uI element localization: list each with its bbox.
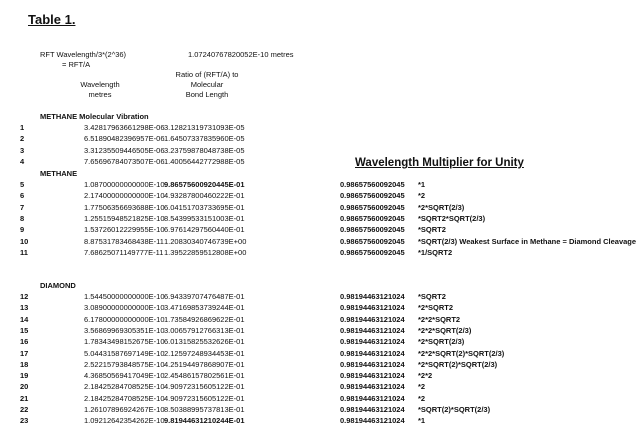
wavelength-cell: 1.78343498152675E-10 — [84, 337, 165, 347]
ratio-cell: 4.90972315605122E-01 — [164, 393, 245, 403]
multiplier-cell: 0.98657560092045 — [340, 202, 405, 212]
table-row — [0, 371, 640, 381]
section-methane-vibration: METHANE Molecular Vibration — [40, 112, 149, 121]
table-row — [0, 225, 640, 235]
row-number: 18 — [20, 359, 29, 369]
note-cell: *SQRT(2/3) Weakest Surface in Methane = Diamond Cleavage — [418, 236, 637, 246]
ratio-cell: 8.50388995737813E-01 — [164, 405, 245, 414]
table-row — [0, 326, 640, 336]
ratio-cell: 2.12597248934453E-01 — [164, 348, 245, 358]
multiplier-cell: 0.98657560092045 — [340, 180, 405, 189]
wavelength-cell: 4.36850569417049E-10 — [84, 371, 165, 381]
multiplier-cell: 0.98657560092045 — [340, 247, 405, 257]
row-number: 23 — [20, 416, 29, 426]
table-row — [0, 191, 640, 201]
row-number: 7 — [20, 202, 25, 212]
multiplier-cell: 0.98194463121024 — [340, 348, 405, 358]
note-cell: *2*SQRT(2/3) — [418, 337, 465, 347]
multiplier-cell: 0.98194463121024 — [340, 405, 405, 414]
wavelength-cell: 5.04431587697149E-10 — [84, 348, 165, 358]
table-row — [0, 349, 640, 359]
header-wavelength — [70, 80, 130, 100]
row-number: 6 — [20, 191, 25, 201]
multiplier-cell: 0.98194463121024 — [340, 382, 405, 392]
table-row — [0, 157, 640, 167]
row-number: 9 — [20, 225, 25, 235]
header-ratio-line2: Molecular — [190, 80, 224, 89]
wavelength-cell: 2.52215793848575E-10 — [84, 359, 165, 369]
rft-value: 1.07240767820052E-10 metres — [188, 50, 294, 59]
ratio-cell: 1.64507337835960E-05 — [164, 134, 245, 144]
wavelength-cell: 6.17800000000000E-10 — [84, 314, 165, 324]
row-number: 12 — [20, 292, 29, 301]
table-row — [0, 248, 640, 258]
ratio-cell: 4.25194497868907E-01 — [164, 359, 245, 369]
header-ratio-line3: Bond Length — [185, 90, 229, 99]
row-number: 16 — [20, 337, 29, 347]
ratio-cell: 4.90972315605122E-01 — [164, 382, 245, 392]
table-row — [0, 203, 640, 213]
multiplier-cell: 0.98657560092045 — [340, 191, 405, 201]
wavelength-cell: 1.54450000000000E-10 — [84, 292, 165, 301]
header-ratio-line1: Ratio of (RFT/A) to — [175, 70, 239, 79]
note-cell: *SQRT(2)*SQRT(2/3) — [418, 405, 491, 414]
note-cell: *SQRT2 — [418, 225, 446, 235]
ratio-cell: 1.73584926869622E-01 — [164, 314, 245, 324]
header-ratio — [162, 70, 252, 100]
table-row — [0, 360, 640, 370]
ratio-cell: 6.97614297560440E-01 — [164, 225, 245, 235]
multiplier-cell: 0.98194463121024 — [340, 393, 405, 403]
row-number: 22 — [20, 405, 29, 414]
wavelength-cell: 2.18425284708525E-10 — [84, 393, 165, 403]
note-cell: *2 — [418, 382, 426, 392]
row-number: 8 — [20, 213, 25, 223]
note-cell: *2*2*SQRT2 — [418, 314, 461, 324]
ratio-cell: 3.00657912766313E-01 — [164, 325, 245, 335]
rft-label: RFT Wavelength/3*(2^36) — [40, 50, 127, 59]
multiplier-cell: 0.98194463121024 — [340, 303, 405, 313]
row-number: 2 — [20, 134, 25, 144]
table-title: Table 1. — [28, 12, 76, 27]
note-cell: *2*SQRT(2/3) — [418, 202, 465, 212]
wavelength-cell: 1.09212642354262E-10 — [84, 416, 165, 426]
wavelength-cell: 1.53726012229955E-10 — [84, 225, 165, 235]
note-cell: *1/SQRT2 — [418, 247, 453, 257]
row-number: 10 — [20, 236, 29, 246]
table-row — [0, 292, 640, 302]
note-cell: *2*SQRT2 — [418, 303, 454, 313]
table-row — [0, 416, 640, 426]
wavelength-cell: 1.25515948521825E-10 — [84, 213, 165, 223]
table-row — [0, 405, 640, 415]
row-number: 11 — [20, 247, 28, 257]
ratio-cell: 6.94339707476487E-01 — [164, 292, 245, 301]
section-diamond: DIAMOND — [40, 281, 76, 290]
wavelength-cell: 6.51890482396957E-06 — [84, 134, 165, 144]
row-number: 5 — [20, 180, 25, 189]
wavelength-cell: 2.18425284708525E-10 — [84, 382, 165, 392]
wavelength-cell: 7.65696784073507E-06 — [84, 156, 165, 166]
table-row — [0, 237, 640, 247]
row-number: 21 — [20, 393, 29, 403]
wavelength-cell: 8.87531783468438E-11 — [84, 236, 164, 246]
multiplier-cell: 0.98657560092045 — [340, 225, 405, 235]
wavelength-cell: 2.17400000000000E-10 — [84, 191, 165, 201]
note-cell: *1 — [418, 416, 426, 426]
ratio-cell: 9.86575600920445E-01 — [164, 180, 245, 189]
note-cell: *2*2*SQRT(2/3) — [418, 325, 472, 335]
wavelength-cell: 3.08900000000000E-10 — [84, 303, 165, 313]
row-number: 4 — [20, 156, 25, 166]
table-row — [0, 394, 640, 404]
table-row — [0, 123, 640, 133]
multiplier-cell: 0.98194463121024 — [340, 337, 405, 347]
multiplier-title: Wavelength Multiplier for Unity — [355, 157, 524, 169]
rft-label-2: = RFT/A — [62, 60, 91, 69]
ratio-cell: 1.39522859512808E+00 — [164, 247, 247, 257]
table-row — [0, 315, 640, 325]
note-cell: *SQRT2 — [418, 292, 446, 301]
row-number: 20 — [20, 382, 29, 392]
ratio-cell: 9.81944631210244E-01 — [164, 416, 245, 426]
wavelength-cell: 1.26107896924267E-10 — [84, 405, 165, 414]
table-row — [0, 146, 640, 156]
header-wavelength-line1: Wavelength — [80, 80, 120, 89]
wavelength-cell: 1.77506356693688E-10 — [84, 202, 165, 212]
multiplier-cell: 0.98657560092045 — [340, 213, 405, 223]
multiplier-cell: 0.98194463121024 — [340, 371, 405, 381]
ratio-cell: 2.45486157802561E-01 — [164, 371, 245, 381]
row-number: 14 — [20, 314, 29, 324]
ratio-cell: 6.04151703733695E-01 — [164, 202, 245, 212]
table-row — [0, 337, 640, 347]
note-cell: *1 — [418, 180, 426, 189]
ratio-cell: 6.01315825532626E-01 — [164, 337, 245, 347]
row-number: 17 — [20, 348, 29, 358]
note-cell: *2 — [418, 393, 426, 403]
wavelength-cell: 7.68625071149777E-11 — [84, 247, 164, 257]
ratio-cell: 4.93287800460222E-01 — [164, 191, 245, 201]
table-row — [0, 214, 640, 224]
row-number: 1 — [20, 123, 25, 132]
ratio-cell: 1.40056442772988E-05 — [164, 156, 245, 166]
multiplier-cell: 0.98194463121024 — [340, 416, 405, 426]
table-row — [0, 303, 640, 313]
multiplier-cell: 0.98194463121024 — [340, 359, 405, 369]
wavelength-cell: 3.56869969305351E-10 — [84, 325, 165, 335]
section-methane: METHANE — [40, 169, 78, 178]
ratio-cell: 3.47169853739244E-01 — [164, 303, 245, 313]
header-wavelength-line2: metres — [88, 90, 112, 99]
wavelength-cell: 3.42817963661298E-06 — [84, 123, 165, 132]
row-number: 3 — [20, 145, 25, 155]
row-number: 15 — [20, 325, 29, 335]
note-cell: *2*2*SQRT(2)*SQRT(2/3) — [418, 348, 505, 358]
note-cell: *2*2 — [418, 371, 433, 381]
multiplier-cell: 0.98194463121024 — [340, 325, 405, 335]
table-row — [0, 134, 640, 144]
wavelength-cell: 3.31235509446505E-06 — [84, 145, 165, 155]
ratio-cell: 3.23759878048738E-05 — [164, 145, 245, 155]
ratio-cell: 3.12821319731093E-05 — [164, 123, 245, 132]
row-number: 13 — [20, 303, 29, 313]
table-row — [0, 180, 640, 190]
ratio-cell: 1.20830340746739E+00 — [164, 236, 247, 246]
note-cell: *SQRT2*SQRT(2/3) — [418, 213, 486, 223]
multiplier-cell: 0.98194463121024 — [340, 314, 405, 324]
multiplier-cell: 0.98194463121024 — [340, 292, 405, 301]
note-cell: *2 — [418, 191, 426, 201]
row-number: 19 — [20, 371, 29, 381]
wavelength-cell: 1.08700000000000E-10 — [84, 180, 165, 189]
multiplier-cell: 0.98657560092045 — [340, 236, 405, 246]
ratio-cell: 8.54399533151003E-01 — [164, 213, 245, 223]
note-cell: *2*SQRT(2)*SQRT(2/3) — [418, 359, 498, 369]
table-row — [0, 382, 640, 392]
